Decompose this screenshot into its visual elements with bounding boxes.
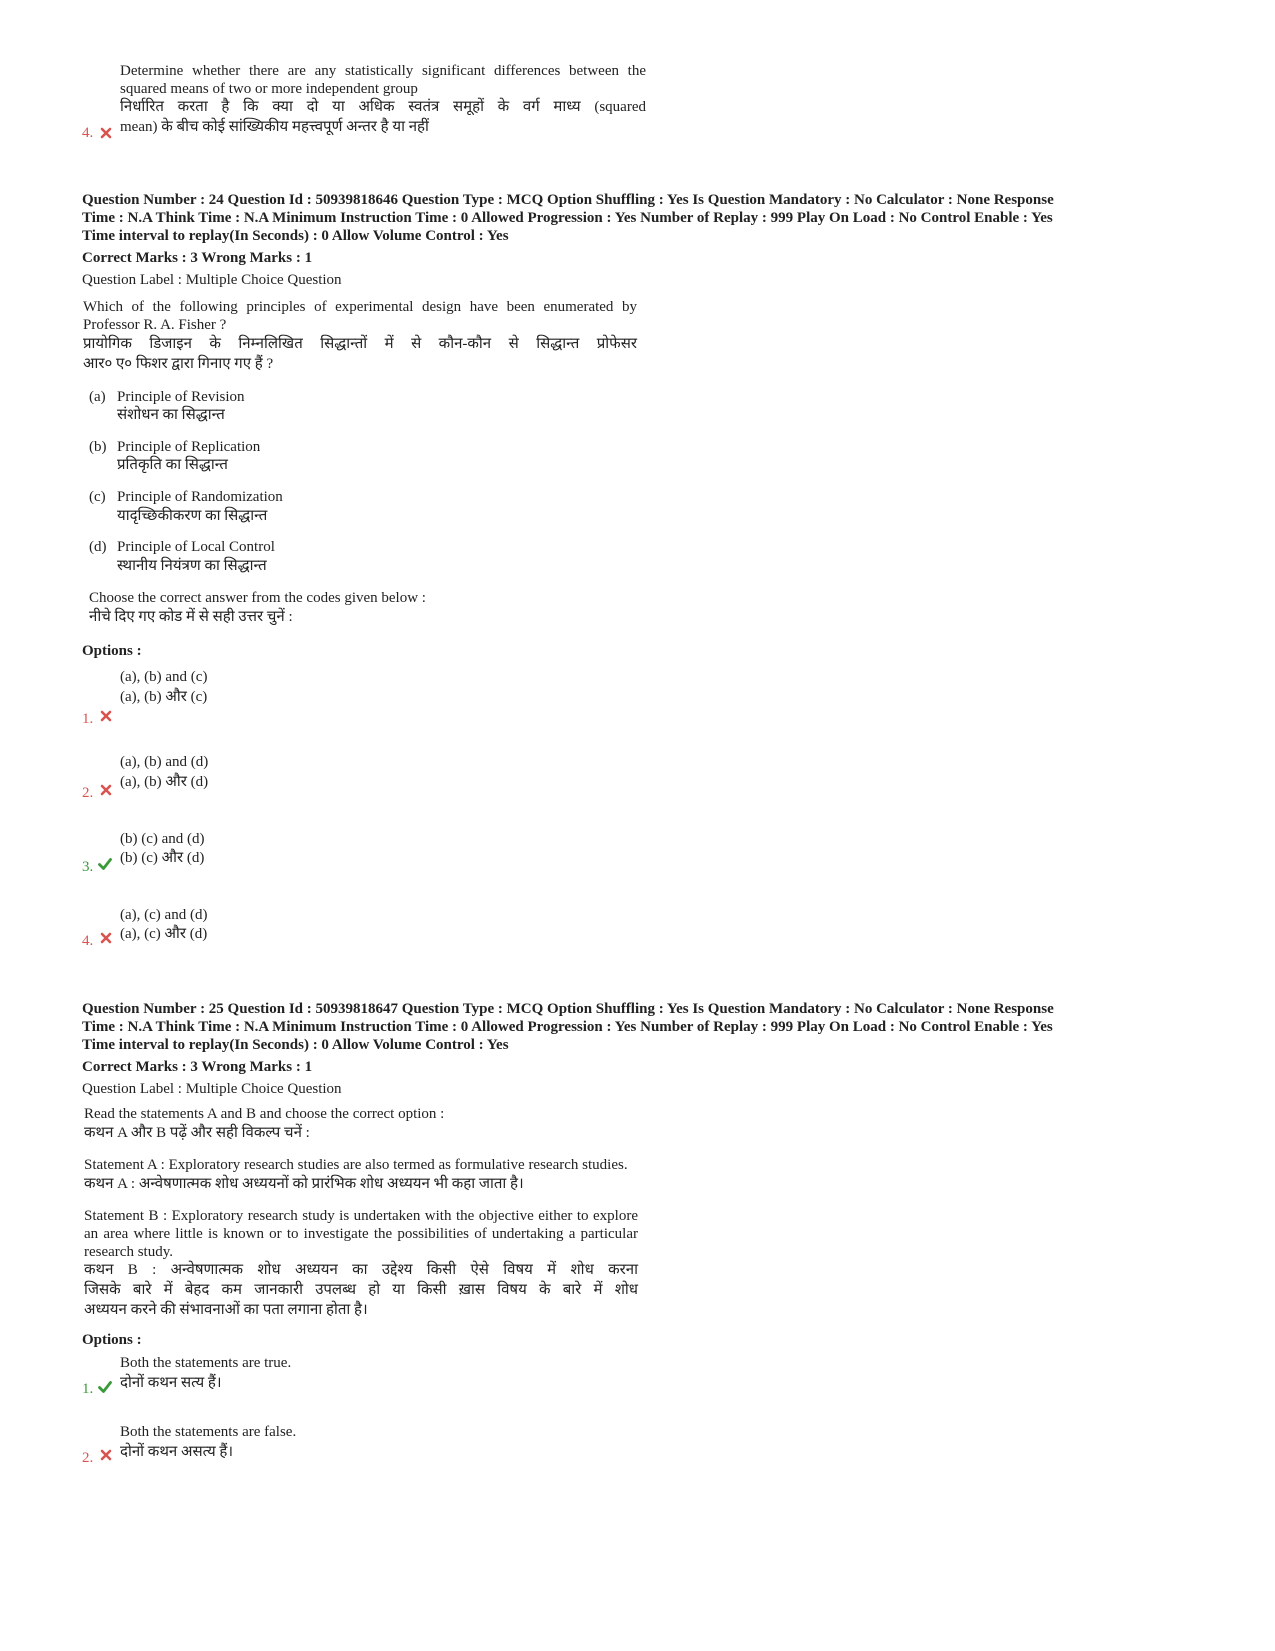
q25-statement-b-line-6: अध्ययन करने की संभावनाओं का पता लगाना होता है। <box>84 1302 368 1318</box>
q24-choose-en: Choose the correct answer from the codes given below : <box>89 590 426 606</box>
q25-statement-b-line-5: जिसके बारे में बेहद कम जानकारी उपलब्ध हो या किसी ख़ास विषय के बारे में शोध <box>84 1282 638 1298</box>
q24-item-key-c: (c) <box>89 489 106 505</box>
q24-choose-hi: नीचे दिए गए कोड में से सही उत्तर चुनें : <box>89 609 293 625</box>
q24-option-1-en: (a), (b) and (c) <box>120 669 208 685</box>
q24-item-hi-c: यादृच्छिकीकरण का सिद्धान्त <box>117 508 268 524</box>
q24-option-4-en: (a), (c) and (d) <box>120 907 208 923</box>
q24-item-key-b: (b) <box>89 439 107 455</box>
q24-question-line-2: Professor R. A. Fisher ? <box>83 317 227 333</box>
cross-icon <box>99 709 113 723</box>
q24-question-line-3: प्रायोगिक डिजाइन के निम्नलिखित सिद्धान्तों में से कौन-कौन से सिद्धान्त प्रोफेसर <box>83 336 637 352</box>
cross-icon <box>99 1448 113 1462</box>
q24-item-en-d: Principle of Local Control <box>117 539 275 555</box>
option-number: 4. <box>82 933 94 949</box>
q24-meta-line-3: Time interval to replay(In Seconds) : 0 Allow Volume Control : Yes <box>82 228 509 244</box>
q24-marks: Correct Marks : 3 Wrong Marks : 1 <box>82 250 313 266</box>
q24-option-2-en: (a), (b) and (d) <box>120 754 209 770</box>
q24-question-line-4: आर० ए० फिशर द्वारा गिनाए गए हैं ? <box>83 356 274 372</box>
q25-meta-line-2: Time : N.A Think Time : N.A Minimum Instruction Time : 0 Allowed Progression : Yes Number of Replay : 999 Play On Load : No Control Enable : Yes <box>82 1019 1053 1035</box>
prev-option-4-line-4: mean) के बीच कोई सांख्यिकीय महत्त्वपूर्ण अन्तर है या नहीं <box>120 119 429 135</box>
q24-option-2-hi: (a), (b) और (d) <box>120 774 209 790</box>
q24-item-en-b: Principle of Replication <box>117 439 261 455</box>
q24-item-hi-a: संशोधन का सिद्धान्त <box>117 407 225 423</box>
q25-label: Question Label : Multiple Choice Question <box>82 1081 342 1097</box>
q24-option-3-hi: (b) (c) और (d) <box>120 850 205 866</box>
q25-statement-b-line-2: an area where little is known or to investigate the possibilities of undertaking a particular <box>84 1226 638 1242</box>
q25-option-2-hi: दोनों कथन असत्य हैं। <box>120 1444 234 1460</box>
q24-item-key-d: (d) <box>89 539 107 555</box>
q24-item-en-c: Principle of Randomization <box>117 489 283 505</box>
q24-meta-line-2: Time : N.A Think Time : N.A Minimum Instruction Time : 0 Allowed Progression : Yes Number of Replay : 999 Play On Load : No Control Enable : Yes <box>82 210 1053 226</box>
q24-option-4-hi: (a), (c) और (d) <box>120 926 208 942</box>
q24-item-key-a: (a) <box>89 389 106 405</box>
option-number: 4. <box>82 125 94 141</box>
q24-item-hi-d: स्थानीय नियंत्रण का सिद्धान्त <box>117 558 267 574</box>
option-number: 2. <box>82 785 94 801</box>
q25-option-1-en: Both the statements are true. <box>120 1355 292 1371</box>
q25-option-1-hi: दोनों कथन सत्य हैं। <box>120 1375 222 1391</box>
check-icon <box>98 857 112 871</box>
cross-icon <box>99 126 113 140</box>
q25-intro-hi: कथन A और B पढ़ें और सही विकल्प चनें : <box>84 1125 310 1141</box>
q25-meta-line-1: Question Number : 25 Question Id : 50939818647 Question Type : MCQ Option Shuffling : Yes Is Question Mandatory : No Calculator : None Response <box>82 1001 1054 1017</box>
q25-statement-b-line-1: Statement B : Exploratory research study is undertaken with the objective either to explore <box>84 1208 638 1224</box>
cross-icon <box>99 783 113 797</box>
q25-option-2-en: Both the statements are false. <box>120 1424 297 1440</box>
q24-meta-line-1: Question Number : 24 Question Id : 50939818646 Question Type : MCQ Option Shuffling : Yes Is Question Mandatory : No Calculator : None Response <box>82 192 1054 208</box>
q24-options-heading: Options : <box>82 643 142 659</box>
prev-option-4-line-2: squared means of two or more independent group <box>120 81 418 97</box>
q25-options-heading: Options : <box>82 1332 142 1348</box>
q25-meta-line-3: Time interval to replay(In Seconds) : 0 Allow Volume Control : Yes <box>82 1037 509 1053</box>
cross-icon <box>99 931 113 945</box>
q25-marks: Correct Marks : 3 Wrong Marks : 1 <box>82 1059 313 1075</box>
q24-item-hi-b: प्रतिकृति का सिद्धान्त <box>117 457 228 473</box>
prev-option-4-line-3: निर्धारित करता है कि क्या दो या अधिक स्वतंत्र समूहों के वर्ग माध्य (squared <box>120 99 646 115</box>
q25-statement-a-en: Statement A : Exploratory research studies are also termed as formulative research studies. <box>84 1157 628 1173</box>
q24-option-3-en: (b) (c) and (d) <box>120 831 205 847</box>
q25-intro-en: Read the statements A and B and choose the correct option : <box>84 1106 445 1122</box>
option-number: 2. <box>82 1450 94 1466</box>
q24-option-1-hi: (a), (b) और (c) <box>120 689 208 705</box>
prev-option-4-line-1: Determine whether there are any statistically significant differences between the <box>120 63 646 79</box>
q25-statement-b-line-3: research study. <box>84 1244 173 1260</box>
q24-item-en-a: Principle of Revision <box>117 389 245 405</box>
q24-label: Question Label : Multiple Choice Question <box>82 272 342 288</box>
option-number: 3. <box>82 859 94 875</box>
option-number: 1. <box>82 711 94 727</box>
q25-statement-a-hi: कथन A : अन्वेषणात्मक शोध अध्ययनों को प्रारंभिक शोध अध्ययन भी कहा जाता है। <box>84 1176 524 1192</box>
q25-statement-b-line-4: कथन B : अन्वेषणात्मक शोध अध्ययन का उद्देश्य किसी ऐसे विषय में शोध करना <box>84 1262 638 1278</box>
q24-question-line-1: Which of the following principles of experimental design have been enumerated by <box>83 299 637 315</box>
check-icon <box>98 1380 112 1394</box>
option-number: 1. <box>82 1381 94 1397</box>
